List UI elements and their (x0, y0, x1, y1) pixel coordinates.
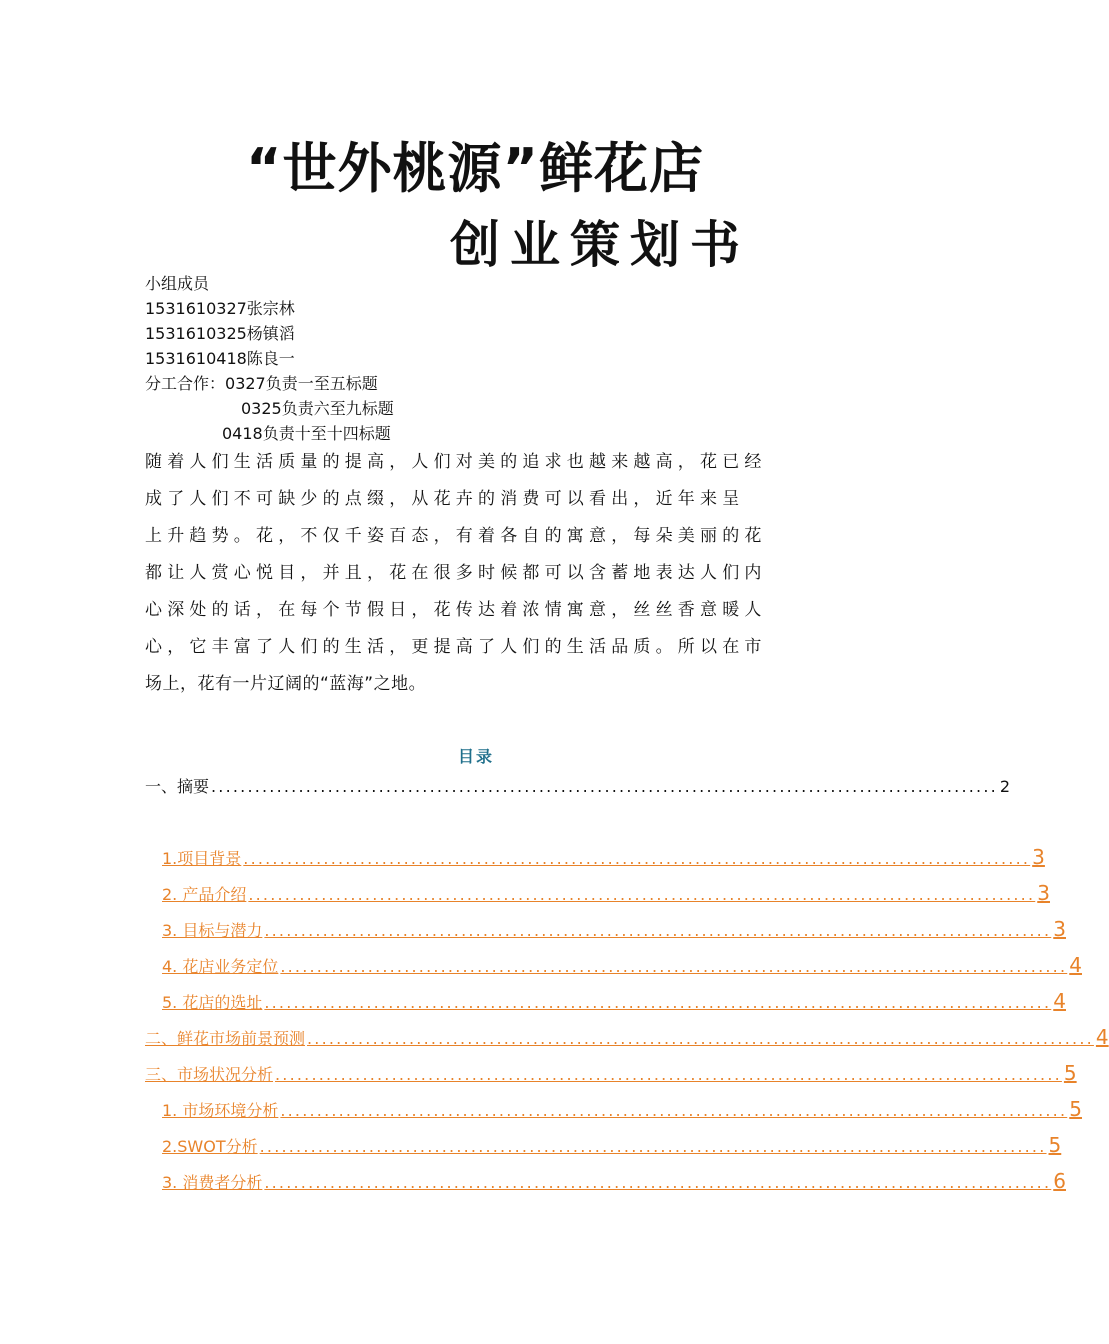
members-heading: 小组成员 (145, 274, 210, 293)
toc-entry-label: 三、市场状况分析 (145, 1065, 274, 1084)
intro-line: 随着人们生活质量的提高，人们对美的追求也越来越高，花已经 (145, 452, 767, 472)
division-1: 0327负责一至五标题 (225, 374, 378, 393)
toc-entry-label: 1. 市场环境分析 (162, 1101, 279, 1120)
toc-entry[interactable] (145, 1061, 1077, 1085)
intro-line: 成了人们不可缺少的点缀，从花卉的消费可以看出，近年来呈 (145, 489, 745, 509)
toc-entry-label: 二、鲜花市场前景预测 (145, 1029, 306, 1048)
division-2: 0325负责六至九标题 (241, 399, 394, 418)
toc-entry-page: 3 (1037, 881, 1050, 905)
toc-entry-label: 5. 花店的选址 (162, 993, 263, 1012)
toc-entry[interactable] (162, 1169, 1066, 1193)
toc-entry[interactable] (162, 1097, 1082, 1121)
toc-leader-dots: ............................................................................................................ (280, 957, 1068, 976)
toc-entry-page: 5 (1069, 1097, 1082, 1121)
toc-entry-label: 一、摘要 (145, 777, 210, 796)
toc-entry[interactable] (162, 1133, 1062, 1157)
toc-leader-dots: ............................................................................................................ (275, 1065, 1062, 1084)
toc-entry-page: 5 (1063, 1061, 1077, 1085)
toc-entry-page: 6 (1053, 1169, 1066, 1193)
toc-entry[interactable] (162, 845, 1045, 869)
intro-line: 都让人赏心悦目，并且，花在很多时候都可以含蓄地表达人们内 (145, 563, 767, 583)
toc-entry[interactable] (145, 1025, 1109, 1049)
member-1: 1531610327张宗林 (145, 299, 295, 318)
toc-leader-dots: ............................................................................................................ (264, 993, 1052, 1012)
toc-leader-dots: ............................................................................................................ (264, 1173, 1052, 1192)
intro-line-last: 场上，花有一片辽阔的“蓝海”之地。 (145, 674, 427, 694)
toc-leader-dots: ............................................................................................................ (307, 1029, 1094, 1048)
toc-entry-page: 3 (1053, 917, 1066, 941)
toc-entry-page: 2 (999, 777, 1011, 796)
toc-entry-page: 4 (1095, 1025, 1109, 1049)
division-3: 0418负责十至十四标题 (222, 424, 391, 443)
intro-paragraph (145, 444, 805, 703)
toc-entry[interactable] (162, 953, 1082, 977)
toc-entry-label: 1.项目背景 (162, 849, 242, 868)
member-2: 1531610325杨镇滔 (145, 324, 295, 343)
toc-entry[interactable] (162, 881, 1050, 905)
document-title: “世外桃源”鲜花店 (246, 137, 704, 200)
toc-entry[interactable] (162, 917, 1066, 941)
division-label: 分工合作： (145, 374, 226, 393)
intro-line: 上升趋势。花，不仅千姿百态，有着各自的寓意，每朵美丽的花 (145, 526, 767, 546)
toc-entry-page: 3 (1032, 845, 1045, 869)
toc-entry[interactable] (145, 774, 1011, 797)
toc-leader-dots: ............................................................................................................ (211, 777, 998, 796)
intro-line: 心，它丰富了人们的生活，更提高了人们的生活品质。所以在市 (145, 637, 767, 657)
toc-entry-label: 2.SWOT分析 (162, 1137, 258, 1156)
toc-leader-dots: ............................................................................................................ (264, 921, 1052, 940)
toc-leader-dots: ............................................................................................................ (280, 1101, 1068, 1120)
toc-leader-dots: ............................................................................................................ (243, 849, 1031, 868)
member-3: 1531610418陈良一 (145, 349, 295, 368)
toc-entry-label: 3. 消费者分析 (162, 1173, 263, 1192)
toc-leader-dots: ............................................................................................................ (248, 885, 1036, 904)
intro-line: 心深处的话，在每个节假日，花传达着浓情寓意，丝丝香意暖人 (145, 600, 767, 620)
toc-entry-label: 3. 目标与潜力 (162, 921, 263, 940)
toc-entry[interactable] (162, 989, 1066, 1013)
toc-entry-page: 4 (1053, 989, 1066, 1013)
document-subtitle: 创业策划书 (450, 215, 750, 274)
division-line-1 (145, 372, 378, 396)
toc-entry-page: 4 (1069, 953, 1082, 977)
toc-entry-label: 2. 产品介绍 (162, 885, 247, 904)
toc-entry-label: 4. 花店业务定位 (162, 957, 279, 976)
toc-entry-page: 5 (1048, 1133, 1062, 1157)
toc-title: 目录 (458, 747, 495, 766)
toc-leader-dots: ............................................................................................................ (259, 1137, 1047, 1156)
